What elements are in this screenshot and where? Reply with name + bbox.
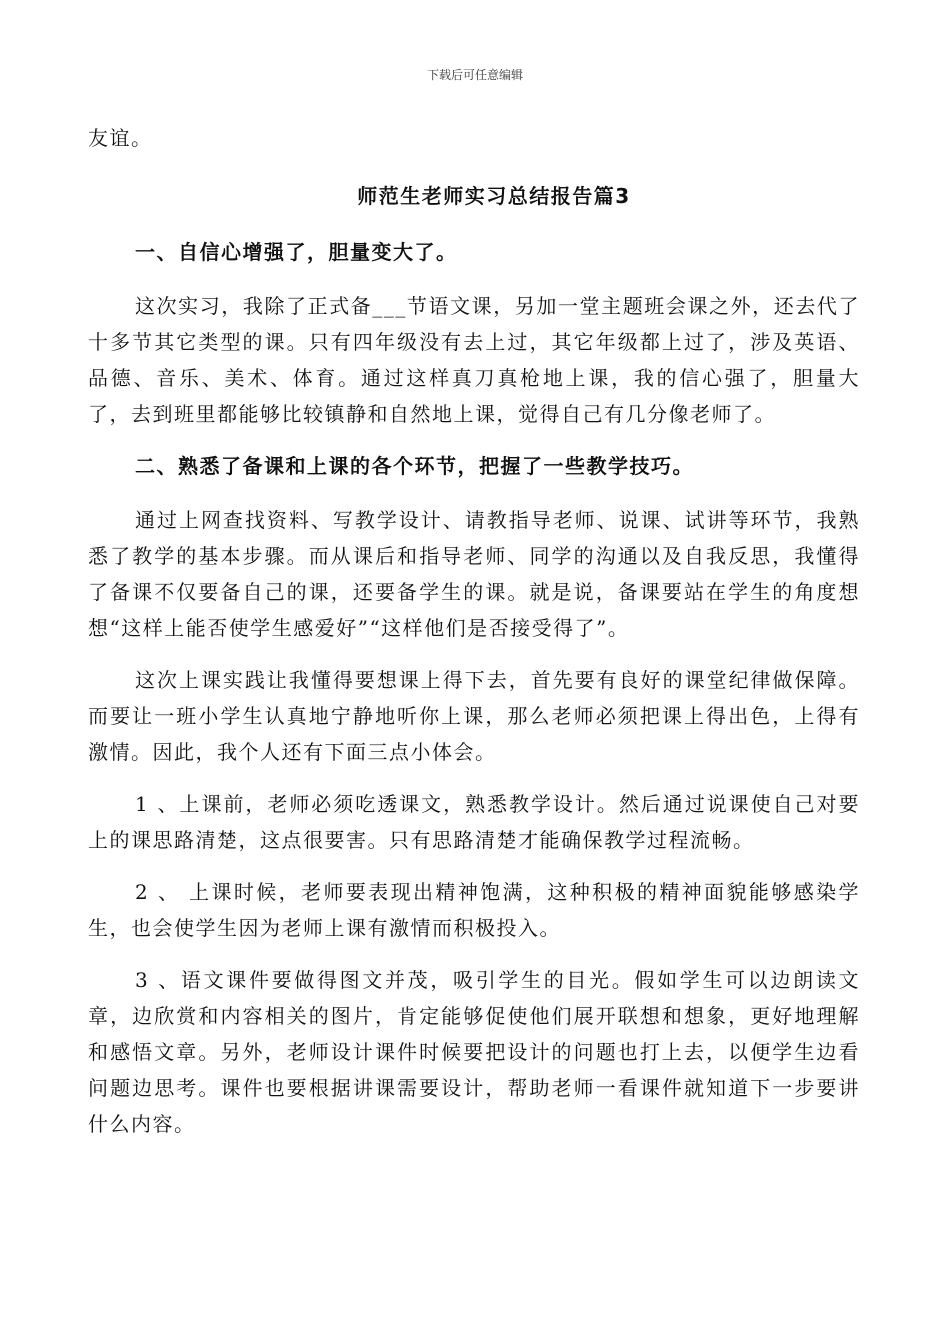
heading-lesson-preparation: 二、熟悉了备课和上课的各个环节，把握了一些教学技巧。 — [135, 454, 694, 478]
paragraph-confidence: 这次实习，我除了正式备___节语文课，另加一堂主题班会课之外，还去代了十多节其它类型的课。只有四年级没有去上过，其它年级都上过了，涉及英语、品德、音乐、美术、体育。通过这样真刀真枪地上课，我的信心强了，胆量大了，去到班里都能够比较镇静和自然地上课，觉得自己有几分像老师了。 — [88, 294, 860, 426]
document-body — [88, 120, 860, 1158]
page-header: 下载后可任意编辑 — [426, 68, 523, 82]
paragraph-lesson-steps: 通过上网查找资料、写教学设计、请教指导老师、说课、试讲等环节，我熟悉了教学的基本步骤。而从课后和指导老师、同学的沟通以及自我反思，我懂得了备课不仅要备自己的课，还要备学生的课。就是说，备课要站在学生的角度想想“这样上能否使学生感爱好”“这样他们是否接受得了”。 — [88, 508, 860, 640]
list-item-3: 3 、语文课件要做得图文并茂，吸引学生的目光。假如学生可以边朗读文章，边欣赏和内容相关的图片，肯定能够促使他们展开联想和想象，更好地理解和感悟文章。另外，老师设计课件时候要把设计的问题也打上去，以便学生边看问题边思考。课件也要根据讲课需要设计，帮助老师一看课件就知道下一步要讲什么内容。 — [88, 968, 860, 1136]
continuation-text: 友谊。 — [88, 126, 153, 150]
list-item-2: 2 、 上课时候，老师要表现出精神饱满，这种积极的精神面貌能够感染学生，也会使学生因为老师上课有激情而积极投入。 — [88, 880, 860, 940]
list-item-1: 1 、上课前，老师必须吃透课文，熟悉教学设计。然后通过说课使自己对要上的课思路清楚，这点很要害。只有思路清楚才能确保教学过程流畅。 — [88, 792, 860, 852]
paragraph-classroom-discipline: 这次上课实践让我懂得要想课上得下去，首先要有良好的课堂纪律做保障。而要让一班小学生认真地宁静地听你上课，那么老师必须把课上得出色，上得有激情。因此，我个人还有下面三点小体会。 — [88, 668, 860, 764]
heading-confidence: 一、自信心增强了，胆量变大了。 — [135, 240, 458, 264]
section-title: 师范生老师实习总结报告篇3 — [357, 184, 631, 208]
